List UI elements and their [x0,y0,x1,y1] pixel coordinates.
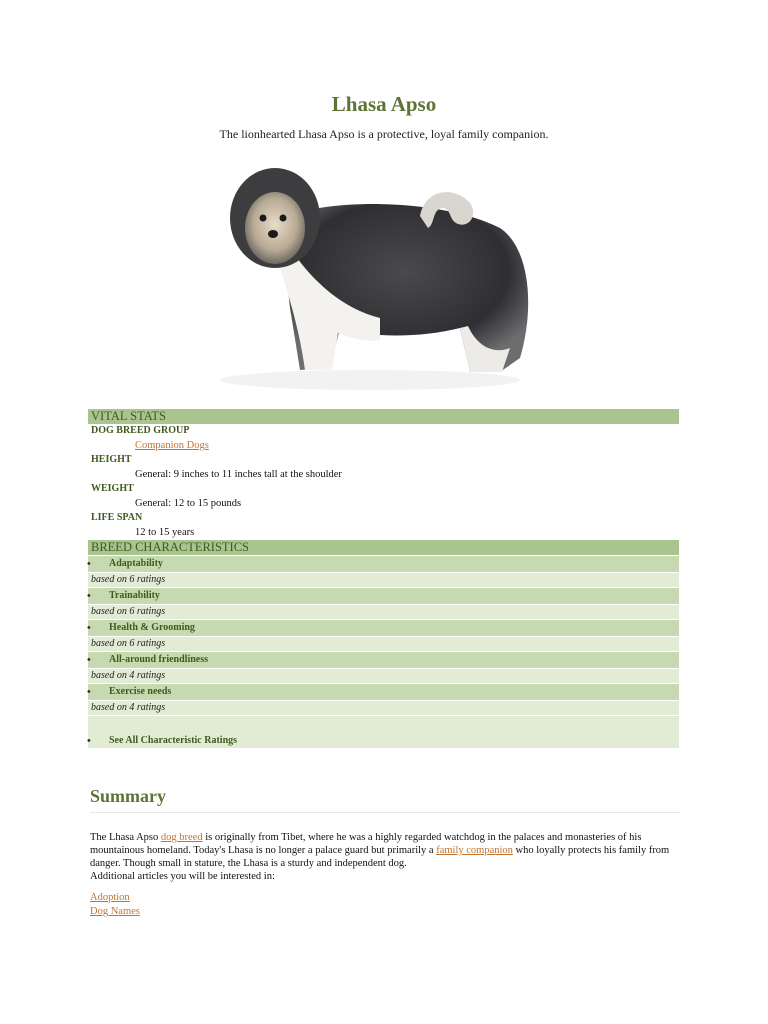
characteristic-rating: based on 6 ratings [88,637,679,651]
summary-paragraph [90,831,682,883]
stat-label-life-span: LIFE SPAN [91,512,143,523]
bullet-icon: • [87,686,91,698]
summary-heading: Summary [90,786,166,806]
stat-value-height: General: 9 inches to 11 inches tall at the shoulder [135,469,342,480]
characteristic-label: Trainability [109,590,160,601]
adoption-link[interactable]: Adoption [90,892,130,903]
characteristic-row[interactable] [88,588,679,604]
bullet-icon: • [87,735,91,747]
page-title: Lhasa Apso [331,92,437,116]
vital-stats-section [88,409,679,540]
companion-dogs-link[interactable]: Companion Dogs [135,440,209,451]
dog-photo [220,158,560,394]
stat-label-weight: WEIGHT [91,483,134,494]
characteristic-label: Health & Grooming [109,622,195,633]
breed-characteristics-section [88,540,679,748]
characteristic-row[interactable] [88,652,679,668]
stat-label-height: HEIGHT [91,454,132,465]
dog-breed-link[interactable]: dog breed [160,832,203,843]
summary-text-part: who loyally protects his family from danger. Though small in stature, the Lhasa is a sturdy and independent dog. [90,845,670,869]
bullet-icon: • [87,558,91,570]
dog-names-link[interactable]: Dog Names [90,906,140,917]
stat-label-breed-group: DOG BREED GROUP [91,425,190,436]
summary-text-part: The Lhasa Apso [90,832,161,843]
stat-value-weight: General: 12 to 15 pounds [135,498,242,509]
characteristic-rating: based on 4 ratings [88,701,679,715]
additional-articles-label: Additional articles you will be interested in: [90,871,275,882]
characteristic-label: Adaptability [109,558,163,569]
stat-value-life-span: 12 to 15 years [135,527,195,538]
characteristic-rating: based on 6 ratings [88,605,679,619]
characteristic-row[interactable] [88,684,679,700]
related-links [90,891,140,919]
characteristic-rating: based on 4 ratings [88,669,679,683]
characteristic-row[interactable] [88,556,679,572]
characteristic-label: Exercise needs [109,686,172,697]
characteristic-rating: based on 6 ratings [88,573,679,587]
bullet-icon: • [87,590,91,602]
page-subtitle: The lionhearted Lhasa Apso is a protective, loyal family companion. [219,127,549,141]
characteristic-label: All-around friendliness [109,654,208,665]
see-all-ratings-row[interactable] [88,716,679,748]
summary-divider [90,812,680,813]
breed-characteristics-heading: BREED CHARACTERISTICS [88,540,679,555]
stat-value-breed-group [88,438,679,453]
vital-stats-heading: VITAL STATS [88,409,679,424]
characteristic-row[interactable] [88,620,679,636]
family-companion-link[interactable]: family companion [436,845,513,856]
see-all-ratings-link[interactable]: See All Characteristic Ratings [109,735,238,746]
bullet-icon: • [87,622,91,634]
bullet-icon: • [87,654,91,666]
summary-text-part: is originally from Tibet, where he was a highly regarded watchdog in the palaces and monasteries of his mountainous homeland. Today's Lhasa is no longer a palace guard but primarily a [90,832,642,856]
